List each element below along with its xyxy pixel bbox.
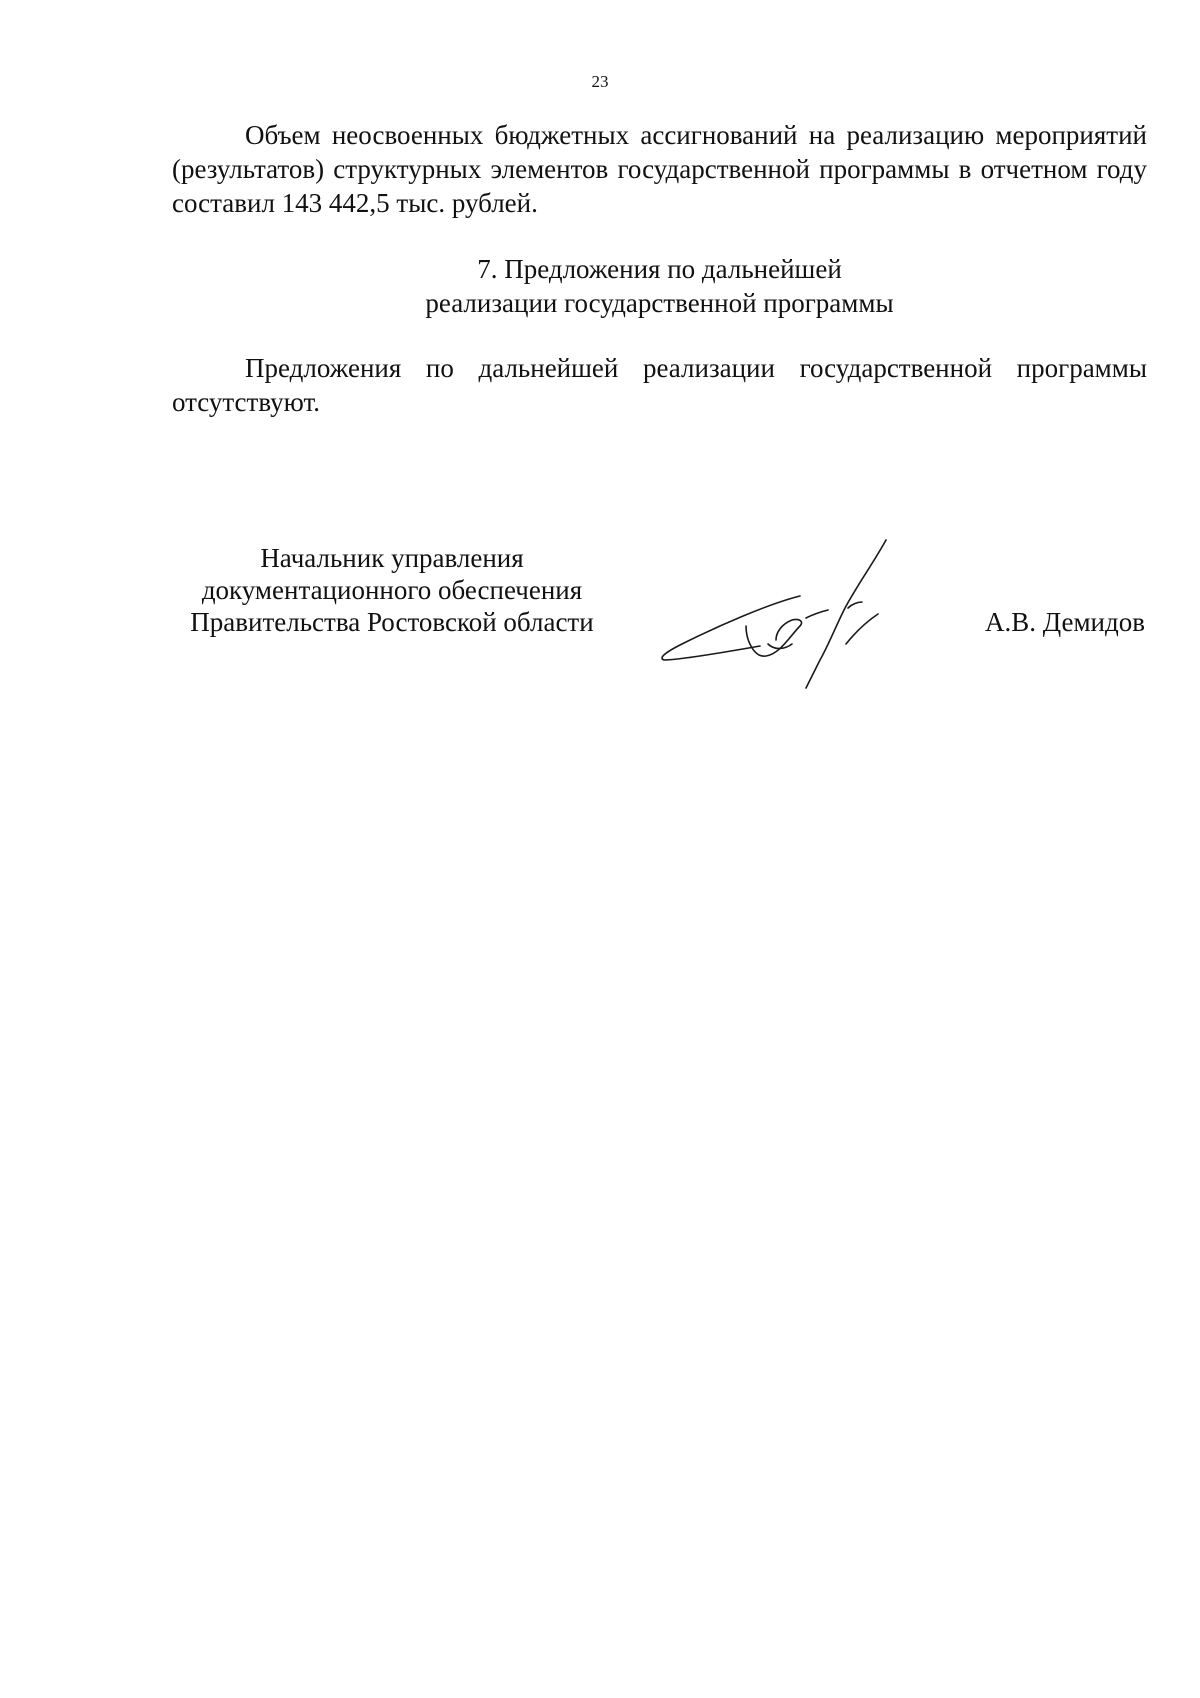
signer-title-line-2: документационного обеспечения	[201, 575, 583, 605]
signer-title	[172, 542, 612, 638]
signer-name: А.В. Демидов	[984, 607, 1145, 637]
paragraph-unspent-allocations: Объем неосвоенных бюджетных ассигнований на реализацию мероприятий (результатов) структурных элементов государственной программы в отчетном году составил 143 442,5 тыс. рублей.	[172, 120, 1147, 218]
section-heading	[172, 252, 1147, 320]
page-number: 23	[591, 72, 609, 91]
paragraph-proposals: Предложения по дальнейшей реализации государственной программы отсутствуют.	[172, 353, 1147, 417]
section-heading-line-1: 7. Предложения по дальнейшей	[477, 254, 842, 284]
signer-title-line-1: Начальник управления	[260, 543, 524, 573]
document-body	[172, 118, 1147, 419]
signature-block	[172, 542, 1147, 712]
section-heading-line-2: реализации государственной программы	[425, 288, 894, 318]
signer-title-line-3: Правительства Ростовской области	[190, 607, 594, 637]
handwritten-signature-icon	[650, 534, 940, 704]
